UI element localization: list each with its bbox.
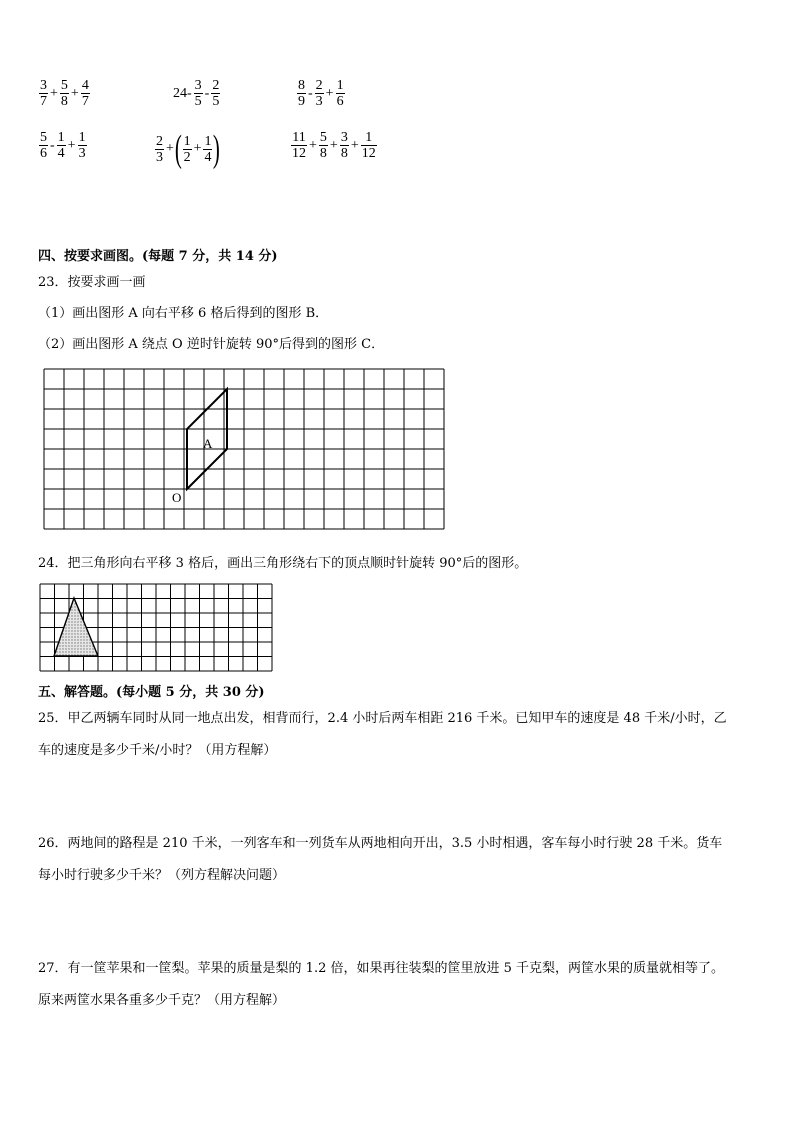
numerator: 3	[40, 78, 47, 93]
operator: +	[70, 85, 79, 101]
denominator: 7	[40, 94, 47, 109]
question-25-line-2: 车的速度是多少千米/小时？（用方程解）	[38, 743, 277, 758]
fraction	[155, 134, 164, 165]
grid-question-24	[38, 582, 282, 674]
triangle-shape	[54, 598, 98, 656]
fraction	[57, 130, 66, 161]
numerator: 1	[336, 78, 344, 93]
denominator: 3	[315, 94, 323, 109]
shape-a-label: A	[203, 436, 213, 451]
denominator: 9	[298, 94, 305, 109]
operator: +	[350, 137, 359, 153]
denominator: 2	[183, 149, 191, 165]
denominator: 4	[204, 149, 212, 165]
fraction	[39, 130, 48, 161]
leading-term: 24-	[173, 85, 192, 101]
numerator: 5	[40, 130, 47, 145]
section-5-heading: 五、解答题。(每小题 5 分，共 30 分)	[38, 685, 265, 700]
question-23-title: 23．按要求画一画	[38, 275, 146, 290]
numerator: 2	[315, 78, 323, 93]
fraction	[60, 78, 69, 109]
denominator: 5	[194, 94, 202, 109]
numerator: 1	[78, 130, 86, 145]
expression-5	[154, 130, 220, 168]
operator: +	[166, 141, 174, 156]
question-27-line-2: 原来两筐水果各重多少千克？（用方程解）	[38, 993, 286, 1008]
grid-question-23	[40, 365, 450, 537]
left-paren: (	[174, 128, 182, 170]
fraction	[361, 130, 377, 161]
fraction	[211, 78, 220, 109]
expression-3	[296, 78, 346, 109]
fraction	[315, 78, 324, 109]
fraction	[194, 78, 203, 109]
numerator: 3	[194, 78, 202, 93]
denominator: 8	[319, 146, 327, 161]
operator: +	[309, 137, 317, 153]
expression-2	[172, 78, 221, 109]
point-o-label: O	[172, 490, 182, 505]
denominator: 7	[81, 94, 89, 109]
numerator: 1	[57, 130, 65, 145]
expression-6	[290, 130, 378, 161]
operator: +	[325, 85, 334, 101]
operator: -	[204, 85, 210, 101]
denominator: 12	[292, 146, 306, 161]
denominator: 6	[336, 94, 344, 109]
numerator: 5	[319, 130, 327, 145]
fraction	[81, 78, 90, 109]
fraction	[319, 130, 328, 161]
right-paren: )	[213, 128, 221, 170]
denominator: 8	[340, 146, 348, 161]
expression-4	[38, 130, 88, 161]
numerator: 2	[212, 78, 220, 93]
denominator: 12	[361, 146, 376, 161]
operator: +	[193, 141, 202, 156]
expression-1	[38, 78, 91, 109]
fraction	[336, 78, 345, 109]
question-27-line-1: 27．有一筐苹果和一筐梨。苹果的质量是梨的 1.2 倍，如果再往装梨的筐里放进 5 千克梨，两筐水果的质量就相等了。	[38, 961, 725, 976]
denominator: 6	[40, 146, 47, 161]
numerator: 1	[204, 133, 212, 149]
numerator: 3	[340, 130, 348, 145]
question-23-part-1: （1）画出图形 A 向右平移 6 格后得到的图形 B．	[38, 306, 329, 321]
denominator: 3	[78, 146, 86, 161]
fraction	[183, 134, 192, 165]
numerator: 4	[81, 78, 89, 93]
question-24-text: 24．把三角形向右平移 3 格后，画出三角形绕右下的顶点顺时针旋转 90°后的图形。	[38, 556, 528, 571]
numerator: 1	[183, 133, 191, 149]
question-26-line-1: 26．两地间的路程是 210 千米，一列客车和一列货车从两地相向开出，3.5 小时相遇，客车每小时行驶 28 千米。货车	[38, 836, 723, 851]
denominator: 5	[212, 94, 220, 109]
question-26-line-2: 每小时行驶多少千米？（列方程解决问题）	[38, 868, 286, 883]
fraction	[39, 78, 48, 109]
operator: -	[308, 85, 313, 101]
numerator: 5	[60, 78, 68, 93]
operator: +	[67, 137, 76, 153]
fraction	[291, 130, 307, 161]
fraction	[78, 130, 87, 161]
question-25-line-1: 25．甲乙两辆车同时从同一地点出发，相背而行，2.4 小时后两车相距 216 千米。已知甲车的速度是 48 千米/小时，乙	[38, 711, 727, 726]
denominator: 3	[156, 149, 163, 165]
fraction	[297, 78, 306, 109]
operator: +	[329, 137, 338, 153]
fraction	[340, 130, 349, 161]
numerator: 8	[298, 78, 305, 93]
fraction	[203, 134, 212, 165]
numerator: 2	[156, 133, 163, 149]
operator: -	[50, 137, 55, 153]
section-4-heading: 四、按要求画图。(每题 7 分，共 14 分)	[38, 249, 278, 264]
operator: +	[50, 85, 58, 101]
numerator: 1	[365, 130, 373, 145]
denominator: 4	[57, 146, 65, 161]
denominator: 8	[60, 94, 68, 109]
question-23-part-2: （2）画出图形 A 绕点 O 逆时针旋转 90°后得到的图形 C．	[38, 337, 385, 352]
numerator: 11	[292, 130, 306, 145]
